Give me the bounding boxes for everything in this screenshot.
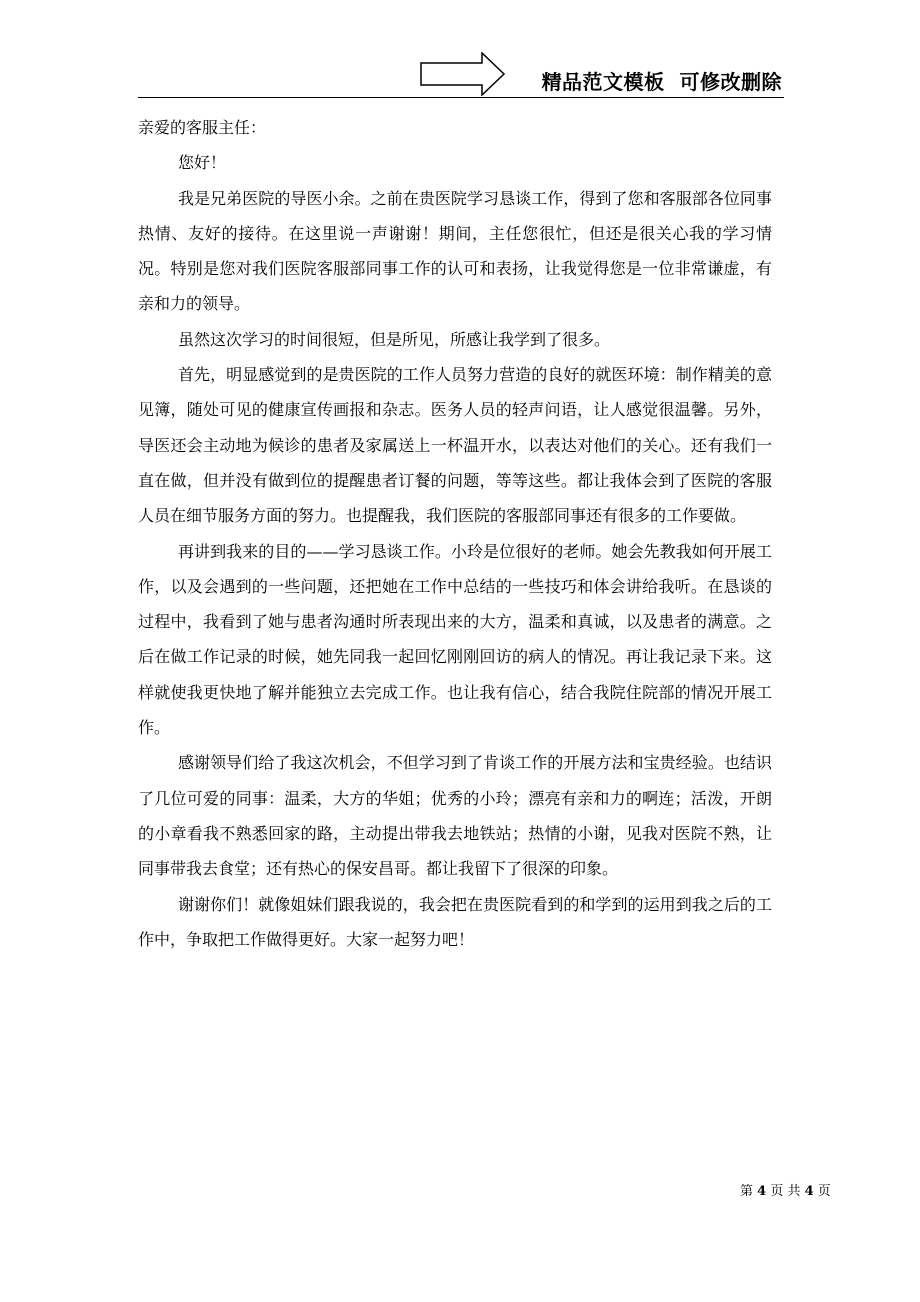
page-header xyxy=(138,50,784,98)
letter-paragraph: 虽然这次学习的时间很短，但是所见，所感让我学到了很多。 xyxy=(178,329,611,349)
header-divider xyxy=(138,97,784,98)
total-page-count: 4 xyxy=(804,1184,814,1199)
footer-suffix: 页 xyxy=(813,1184,831,1199)
letter-greeting: 您好！ xyxy=(178,153,227,173)
letter-paragraph: 感谢领导们给了我这次机会，不但学习到了肯谈工作的开展方法和宝贵经验。也结识了几位可爱的同事：温柔，大方的华姐；优秀的小玲；漂亮有亲和力的啊连；活泼，开朗的小章看我不熟悉回家的路，主动提出带我去地铁站；热情的小谢，见我对医院不熟，让同事带我去食堂；还有热心的保安昌哥。都让我留下了很深的印象。 xyxy=(138,753,772,879)
letter-body xyxy=(138,110,772,957)
letter-paragraph: 谢谢你们！就像姐妹们跟我说的，我会把在贵医院看到的和学到的运用到我之后的工作中，争取把工作做得更好。大家一起努力吧！ xyxy=(138,894,772,949)
footer-prefix: 第 xyxy=(740,1184,758,1199)
right-arrow-icon xyxy=(420,52,506,96)
footer-middle: 页 共 xyxy=(766,1184,805,1199)
letter-paragraph: 再讲到我来的目的——学习恳谈工作。小玲是位很好的老师。她会先教我如何开展工作，以及会遇到的一些问题，还把她在工作中总结的一些技巧和体会讲给我听。在恳谈的过程中，我看到了她与患者沟通时所表现出来的大方，温柔和真诚，以及患者的满意。之后在做工作记录的时候，她先同我一起回忆刚刚回访的病人的情况。再让我记录下来。这样就使我更快地了解并能独立去完成工作。也让我有信心，结合我院住院部的情况开展工作。 xyxy=(138,541,772,738)
header-title: 精品范文模板 可修改删除 xyxy=(541,70,782,94)
current-page-number: 4 xyxy=(757,1184,767,1199)
letter-paragraph: 我是兄弟医院的导医小余。之前在贵医院学习恳谈工作，得到了您和客服部各位同事热情、友好的接待。在这里说一声谢谢！期间，主任您很忙，但还是很关心我的学习情况。特别是您对我们医院客服部同事工作的认可和表扬，让我觉得您是一位非常谦虚，有亲和力的领导。 xyxy=(138,188,772,314)
page-footer xyxy=(740,1180,831,1199)
letter-paragraph: 首先，明显感觉到的是贵医院的工作人员努力营造的良好的就医环境：制作精美的意见簿，随处可见的健康宣传画报和杂志。医务人员的轻声问语，让人感觉很温馨。另外，导医还会主动地为候诊的患者及家属送上一杯温开水，以表达对他们的关心。还有我们一直在做，但并没有做到位的提醒患者订餐的问题，等等这些。都让我体会到了医院的客服人员在细节服务方面的努力。也提醒我，我们医院的客服部同事还有很多的工作要做。 xyxy=(138,365,772,526)
letter-salutation: 亲爱的客服主任： xyxy=(138,118,267,137)
